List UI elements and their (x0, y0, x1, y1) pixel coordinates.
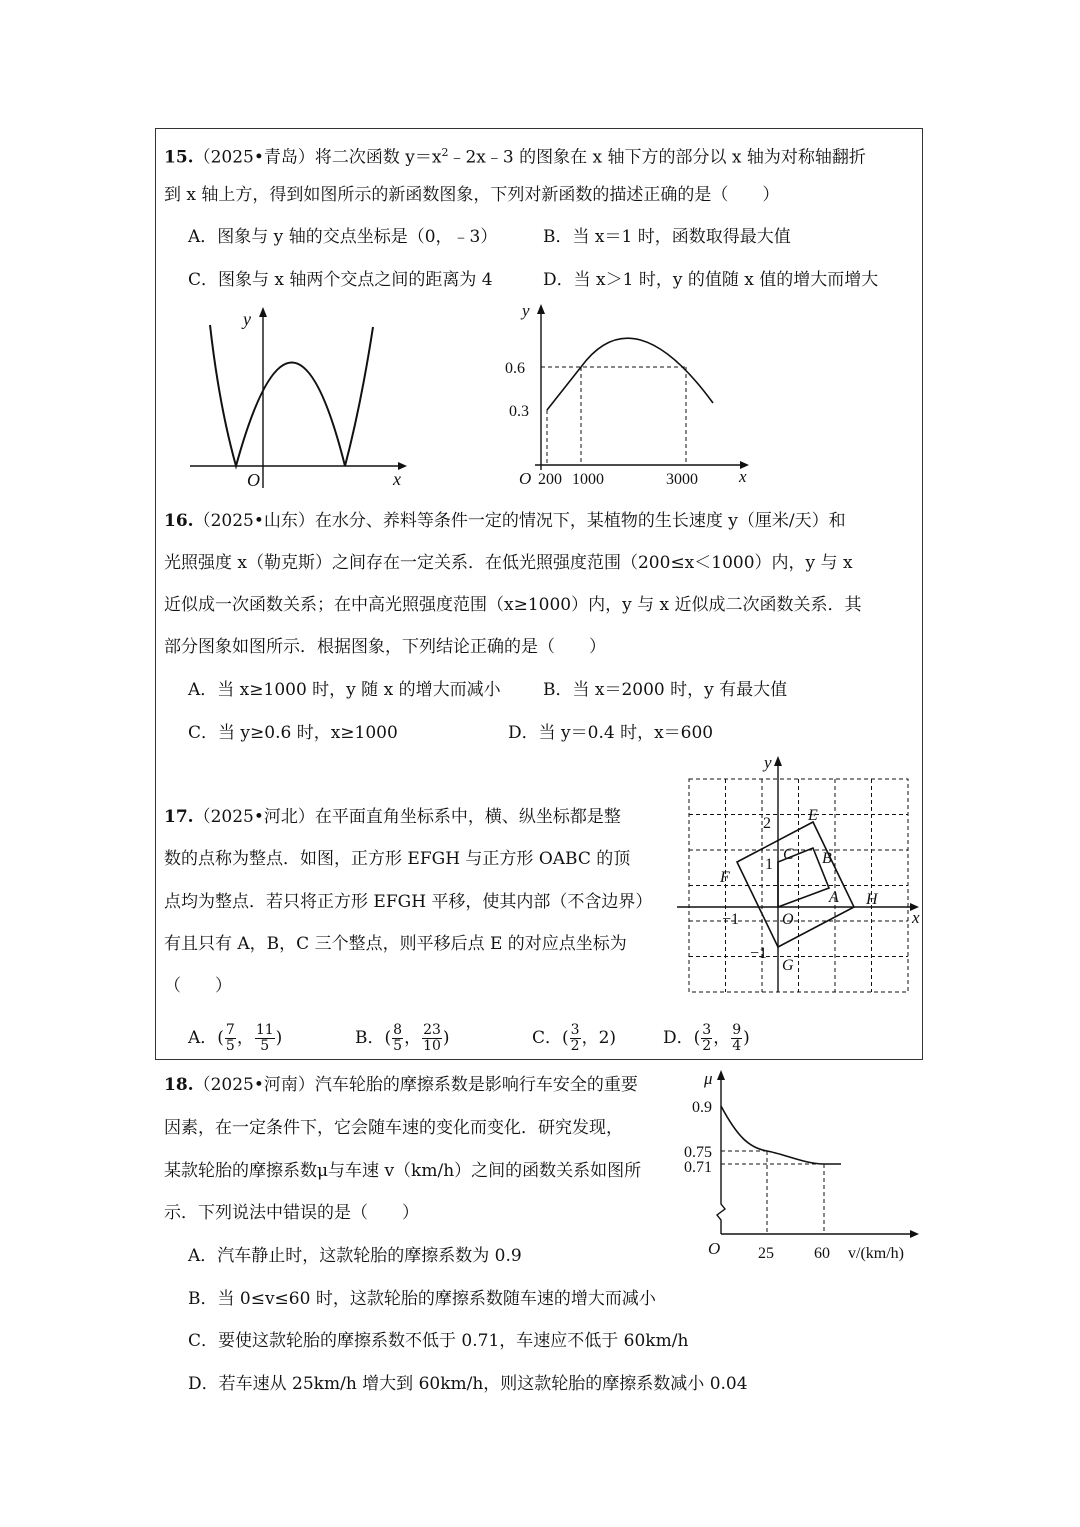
q18-y-tick-071: 0.71 (684, 1159, 712, 1176)
q18-line2: 因素，在一定条件下，它会随车速的变化而变化．研究发现， (164, 1118, 623, 1138)
q16-x-label: x (739, 467, 747, 486)
q18-y-tick-075: 0.75 (684, 1144, 712, 1161)
q17-point-g: G (782, 957, 794, 974)
q16-y-tick-03: 0.3 (509, 403, 529, 420)
q18-origin: O (708, 1239, 721, 1258)
q16-x-tick-1000: 1000 (572, 471, 604, 488)
q18-number: 18. (164, 1075, 194, 1095)
q18-line3: 某款轮胎的摩擦系数μ与车速 v（km/h）之间的函数关系如图所 (164, 1161, 642, 1181)
q16-source: （2025•山东） (193, 511, 315, 531)
q15-option-b: B．当 x＝1 时，函数取得最大值 (543, 227, 791, 247)
q15-line2: 到 x 轴上方，得到如图所示的新函数图象，下列对新函数的描述正确的是（ ） (164, 185, 780, 205)
q16-option-b: B．当 x＝2000 时，y 有最大值 (543, 680, 788, 700)
q17-origin: O (782, 911, 794, 928)
q16-y-tick-06: 0.6 (505, 360, 525, 377)
q16-line1: 16.（2025•山东）在水分、养料等条件一定的情况下，某植物的生长速度 y（厘米/天）和 (164, 511, 846, 531)
q17-line1: 17.（2025•河北）在平面直角坐标系中，横、纵坐标都是整 (164, 807, 621, 827)
q17-line3: 点均为整点．若只将正方形 EFGH 平移，使其内部（不含边界） (164, 892, 653, 912)
q18-x-label: v/(km/h) (848, 1245, 904, 1262)
q15-y-label: y (243, 309, 251, 329)
q17-tick-2: 2 (763, 815, 771, 832)
q17-source: （2025•河北） (193, 807, 315, 827)
q15-option-a: A．图象与 y 轴的交点坐标是（0，﹣3） (188, 227, 498, 247)
q17-point-a: A (829, 889, 839, 906)
q18-x-tick-25: 25 (758, 1245, 774, 1262)
q18-source: （2025•河南） (193, 1075, 315, 1095)
q18-y-tick-09: 0.9 (692, 1099, 712, 1116)
q16-number: 16. (164, 511, 194, 531)
q18-line4: 示．下列说法中错误的是（ ） (164, 1203, 419, 1223)
q15-option-c: C．图象与 x 轴两个交点之间的距离为 4 (188, 270, 493, 290)
q17-point-b: B (822, 850, 832, 867)
q17-square-efgh (737, 822, 854, 947)
q16-option-d: D．当 y＝0.4 时，x＝600 (508, 723, 714, 743)
q15-origin: O (247, 470, 260, 490)
q16-x-tick-200: 200 (538, 471, 562, 488)
q17-tick-neg1-x: −1 (722, 911, 740, 928)
q17-number: 17. (164, 807, 194, 827)
q18-option-b: B．当 0≤v≤60 时，这款轮胎的摩擦系数随车速的增大而减小 (188, 1289, 656, 1309)
q18-option-d: D．若车速从 25km/h 增大到 60km/h，则这款轮胎的摩擦系数减小 0.04 (188, 1374, 748, 1394)
q17-line4: 有且只有 A，B，C 三个整点，则平移后点 E 的对应点坐标为 (164, 934, 627, 954)
q15-number: 15. (164, 147, 194, 168)
q17-point-f: F (720, 869, 730, 886)
q17-x-label: x (912, 908, 920, 927)
q17-point-e: E (808, 807, 818, 824)
q16-y-label: y (522, 301, 530, 320)
q18-option-c: C．要使这款轮胎的摩擦系数不低于 0.71，车速应不低于 60km/h (188, 1331, 689, 1351)
q16-option-a: A．当 x≥1000 时，y 随 x 的增大而减小 (188, 680, 501, 700)
q17-option-b: B．( $\frac{8}{5}$ ， $\frac{23}{10}$ ) (355, 1022, 450, 1054)
q18-x-tick-60: 60 (814, 1245, 830, 1262)
q17-point-h: H (866, 891, 878, 908)
q15-option-d: D．当 x＞1 时，y 的值随 x 值的增大而增大 (543, 270, 879, 290)
q16-figure (505, 300, 755, 490)
q16-origin: O (519, 469, 532, 488)
q16-option-c: C．当 y≥0.6 时，x≥1000 (188, 723, 398, 743)
q16-line3: 近似成一次函数关系；在中高光照强度范围（x≥1000）内，y 与 x 近似成二次函数关系．其 (164, 595, 862, 615)
q15-x-label: x (393, 469, 401, 489)
q17-y-label: y (764, 753, 772, 772)
q17-option-c: C．( $\frac{3}{2}$ ，2) (532, 1022, 617, 1054)
q17-point-c: C (783, 846, 794, 863)
q18-figure (684, 1068, 930, 1268)
q15-figure (185, 305, 415, 495)
q18-y-label: μ (704, 1069, 713, 1088)
q15-curve (210, 325, 373, 466)
q18-option-a: A．汽车静止时，这款轮胎的摩擦系数为 0.9 (188, 1246, 522, 1266)
q15-line1: 15.（2025•青岛）将二次函数 $y=x^2﹣2x﹣3$ 的图象在 x 轴下方的部分以 x 轴为对称轴翻折 (164, 146, 866, 168)
q18-line1: 18.（2025•河南）汽车轮胎的摩擦系数是影响行车安全的重要 (164, 1075, 638, 1095)
q18-curve (721, 1106, 841, 1164)
q16-parabola (581, 338, 713, 403)
q17-line5: （ ） (164, 976, 232, 996)
q18-y-axis (717, 1080, 725, 1234)
q17-option-a: A．( $\frac{7}{5}$ ， $\frac{11}{5}$ ) (188, 1022, 283, 1054)
q17-line2: 数的点称为整点．如图，正方形 EFGH 与正方形 OABC 的顶 (164, 849, 631, 869)
q16-x-tick-3000: 3000 (666, 471, 698, 488)
q17-tick-1: 1 (765, 856, 773, 873)
q16-linear-segment (547, 367, 581, 410)
q16-line2: 光照强度 x（勒克斯）之间存在一定关系．在低光照强度范围（200≤x＜1000）内，y 与 x (164, 553, 853, 573)
q17-tick-neg1-y: −1 (750, 945, 768, 962)
q17-figure (672, 752, 932, 997)
q16-line4: 部分图象如图所示．根据图象，下列结论正确的是（ ） (164, 637, 606, 657)
q17-option-d: D．( $\frac{3}{2}$ ， $\frac{9}{4}$ ) (663, 1022, 750, 1054)
q15-source: （2025•青岛） (193, 147, 315, 168)
